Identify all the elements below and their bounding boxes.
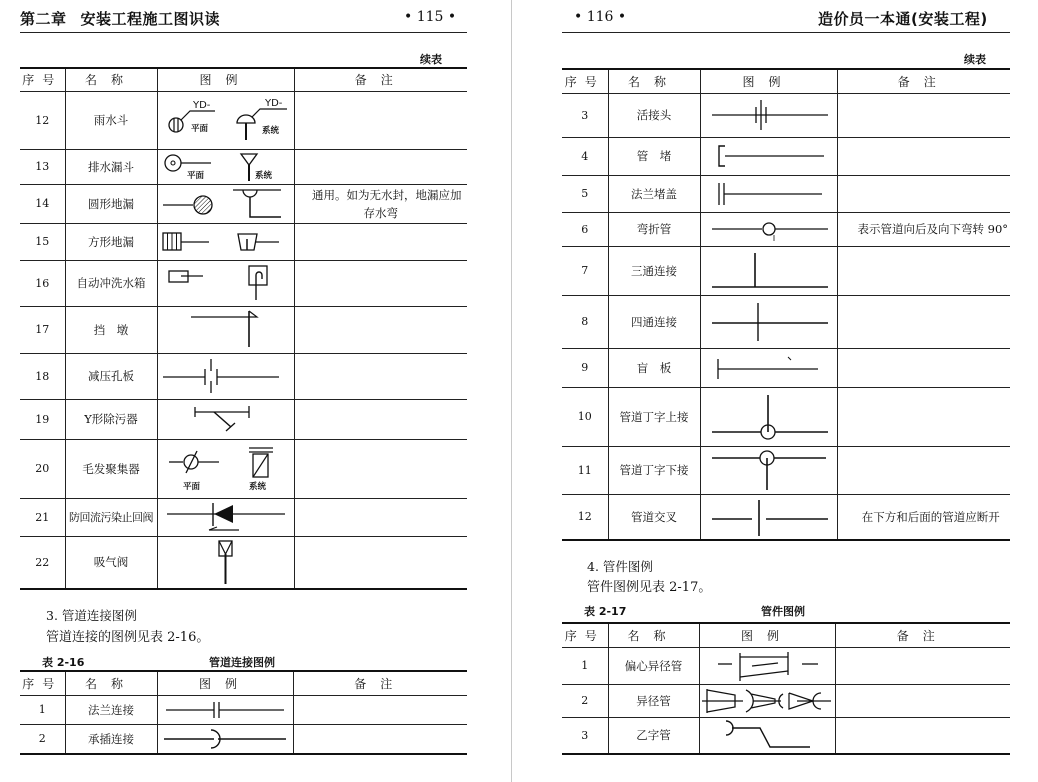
svg-text:平面: 平面	[182, 481, 200, 492]
table-header-row	[20, 68, 467, 91]
item-note	[294, 149, 467, 184]
eccentric-reducer-symbol	[699, 647, 835, 684]
col-header-symbol: 图例	[157, 671, 293, 695]
row-number: 3	[562, 717, 608, 754]
table-header-row	[562, 623, 1010, 647]
table-row	[562, 93, 1010, 137]
table-2-17-title: 管件图例	[761, 605, 805, 618]
row-number: 11	[562, 446, 608, 494]
row-number: 13	[20, 149, 65, 184]
tee-up-symbol	[700, 387, 837, 446]
item-note	[837, 137, 1010, 175]
item-name: 四通连接	[608, 295, 700, 348]
item-note	[835, 647, 1010, 684]
drain-funnel-symbol	[157, 149, 294, 184]
row-number: 7	[562, 246, 608, 295]
item-name: 挡 墩	[65, 306, 157, 353]
section-3-body: 管道连接的图例见表 2-16。	[46, 630, 210, 645]
tee-joint-symbol	[700, 246, 837, 295]
thrust-block-symbol	[157, 306, 294, 353]
row-number: 1	[562, 647, 608, 684]
header-rule	[20, 32, 467, 33]
item-name: 弯折管	[608, 212, 700, 246]
row-number: 10	[562, 387, 608, 446]
page-number: • 115 •	[404, 9, 457, 25]
row-number: 20	[20, 439, 65, 498]
item-note	[835, 684, 1010, 717]
table-row	[20, 223, 467, 260]
row-number: 8	[562, 295, 608, 348]
col-header-note: 备注	[294, 68, 467, 91]
col-header-no: 序号	[562, 69, 608, 93]
table-row	[562, 387, 1010, 446]
item-name: 排水漏斗	[65, 149, 157, 184]
item-note	[294, 353, 467, 399]
item-note: 表示管道向后及向下弯转 90°	[837, 212, 1010, 246]
table-row	[20, 184, 467, 223]
item-name: 方形地漏	[65, 223, 157, 260]
item-name: 异径管	[608, 684, 699, 717]
item-name: 自动冲洗水箱	[65, 260, 157, 306]
item-name: 法兰连接	[65, 695, 157, 724]
flange-joint-symbol	[157, 695, 293, 724]
item-name: 管 堵	[608, 137, 700, 175]
table-row	[20, 91, 467, 149]
col-header-no: 序号	[20, 671, 65, 695]
col-header-no: 序号	[562, 623, 608, 647]
item-note	[837, 175, 1010, 212]
table-header-row	[20, 671, 467, 695]
row-number: 17	[20, 306, 65, 353]
table-row	[20, 439, 467, 498]
table-row	[20, 149, 467, 184]
blind-plate-symbol	[700, 348, 837, 387]
item-note	[294, 91, 467, 149]
table-row	[562, 137, 1010, 175]
svg-text:平面: 平面	[186, 170, 204, 181]
row-number: 6	[562, 212, 608, 246]
item-note	[837, 348, 1010, 387]
section-4-heading: 4. 管件图例	[587, 559, 653, 574]
chapter-title: 安装工程施工图识读	[80, 10, 221, 28]
item-note	[293, 695, 467, 724]
table-row	[562, 212, 1010, 246]
concentric-reducer-symbol	[699, 684, 835, 717]
item-name: 承插连接	[65, 724, 157, 754]
item-name: 减压孔板	[65, 353, 157, 399]
rain-hopper-symbol	[157, 91, 294, 149]
pipe-connection-table	[20, 670, 467, 755]
continued-label: 续表	[964, 53, 986, 66]
table-row	[20, 724, 467, 754]
item-note	[294, 223, 467, 260]
table-row	[562, 647, 1010, 684]
header-rule	[562, 32, 1010, 33]
backflow-check-valve-symbol	[157, 498, 294, 536]
row-number: 14	[20, 184, 65, 223]
item-name: 三通连接	[608, 246, 700, 295]
col-header-name: 名称	[65, 671, 157, 695]
col-header-symbol: 图例	[699, 623, 835, 647]
col-header-no: 序号	[20, 68, 65, 91]
item-name: 盲 板	[608, 348, 700, 387]
item-name: 法兰堵盖	[608, 175, 700, 212]
row-number: 12	[20, 91, 65, 149]
item-name: Y形除污器	[65, 399, 157, 439]
table-2-16-number: 表 2-16	[42, 656, 85, 669]
row-number: 5	[562, 175, 608, 212]
bent-pipe-symbol	[700, 212, 837, 246]
air-admittance-valve-symbol	[157, 536, 294, 589]
chapter-label: 第二章	[20, 10, 67, 28]
item-note	[837, 93, 1010, 137]
row-number: 9	[562, 348, 608, 387]
item-note	[294, 399, 467, 439]
col-header-note: 备注	[837, 69, 1010, 93]
item-note	[294, 306, 467, 353]
item-note: 通用。如为无水封，地漏应加存水弯	[294, 184, 467, 223]
section-3-heading: 3. 管道连接图例	[46, 608, 137, 623]
union-symbol	[700, 93, 837, 137]
table-row	[20, 260, 467, 306]
table-row	[20, 399, 467, 439]
row-number: 12	[562, 494, 608, 540]
cross-joint-symbol	[700, 295, 837, 348]
item-note	[294, 439, 467, 498]
item-note	[837, 246, 1010, 295]
item-name: 管道丁字上接	[608, 387, 700, 446]
item-name: 活接头	[608, 93, 700, 137]
row-number: 1	[20, 695, 65, 724]
tee-down-symbol	[700, 446, 837, 494]
item-name: 管道交叉	[608, 494, 700, 540]
square-floor-drain-symbol	[157, 223, 294, 260]
y-strainer-symbol	[157, 399, 294, 439]
hair-collector-symbol	[157, 439, 294, 498]
table-header-row	[562, 69, 1010, 93]
row-number: 2	[562, 684, 608, 717]
table-row	[562, 246, 1010, 295]
row-number: 15	[20, 223, 65, 260]
svg-text:系统: 系统	[261, 126, 279, 136]
table-row	[20, 353, 467, 399]
svg-text:平面: 平面	[190, 124, 208, 134]
item-note	[837, 295, 1010, 348]
pipe-plug-symbol	[700, 137, 837, 175]
table-row	[562, 175, 1010, 212]
col-header-name: 名称	[608, 623, 699, 647]
chapter-header	[20, 8, 220, 29]
item-note	[835, 717, 1010, 754]
row-number: 3	[562, 93, 608, 137]
table-row	[20, 695, 467, 724]
book-title-header: 造价员一本通(安装工程)	[818, 10, 988, 28]
col-header-symbol: 图例	[700, 69, 837, 93]
col-header-name: 名称	[65, 68, 157, 91]
item-note	[837, 387, 1010, 446]
item-name: 偏心异径管	[608, 647, 699, 684]
table-row	[562, 717, 1010, 754]
table-row	[20, 306, 467, 353]
pipe-connection-table-continued	[562, 68, 1010, 541]
table-2-16-title: 管道连接图例	[209, 656, 275, 669]
pipe-crossing-symbol	[700, 494, 837, 540]
row-number: 22	[20, 536, 65, 589]
table-row	[20, 498, 467, 536]
blind-flange-cap-symbol	[700, 175, 837, 212]
item-note	[293, 724, 467, 754]
right-page	[512, 0, 1038, 782]
round-floor-drain-symbol	[157, 184, 294, 223]
item-note	[294, 536, 467, 589]
row-number: 16	[20, 260, 65, 306]
section-4-body: 管件图例见表 2-17。	[587, 580, 712, 595]
table-row	[562, 446, 1010, 494]
item-name: 吸气阀	[65, 536, 157, 589]
orifice-plate-symbol	[157, 353, 294, 399]
item-name: 防回流污染止回阀	[65, 498, 157, 536]
item-name: 圆形地漏	[65, 184, 157, 223]
left-page	[0, 0, 511, 782]
continued-label: 续表	[420, 53, 442, 66]
socket-joint-symbol	[157, 724, 293, 754]
table-row	[562, 684, 1010, 717]
item-note: 在下方和后面的管道应断开	[837, 494, 1010, 540]
row-number: 18	[20, 353, 65, 399]
col-header-name: 名称	[608, 69, 700, 93]
table-row	[562, 494, 1010, 540]
item-note	[294, 498, 467, 536]
fittings-table	[562, 622, 1010, 755]
svg-text:YD-: YD-	[264, 98, 282, 109]
col-header-symbol: 图例	[157, 68, 294, 91]
item-name: 管道丁字下接	[608, 446, 700, 494]
table-row	[562, 295, 1010, 348]
item-name: 雨水斗	[65, 91, 157, 149]
item-name: 毛发聚集器	[65, 439, 157, 498]
col-header-note: 备注	[293, 671, 467, 695]
svg-text:YD-: YD-	[192, 100, 210, 111]
row-number: 4	[562, 137, 608, 175]
legend-table-continued	[20, 67, 467, 590]
page-number: • 116 •	[574, 9, 627, 25]
item-name: 乙字管	[608, 717, 699, 754]
item-note	[294, 260, 467, 306]
table-2-17-number: 表 2-17	[584, 605, 627, 618]
row-number: 21	[20, 498, 65, 536]
row-number: 2	[20, 724, 65, 754]
auto-flush-tank-symbol	[157, 260, 294, 306]
item-note	[837, 446, 1010, 494]
table-row	[562, 348, 1010, 387]
svg-text:系统: 系统	[248, 481, 266, 492]
col-header-note: 备注	[835, 623, 1010, 647]
svg-text:系统: 系统	[254, 170, 272, 181]
row-number: 19	[20, 399, 65, 439]
offset-pipe-symbol	[699, 717, 835, 754]
table-row	[20, 536, 467, 589]
